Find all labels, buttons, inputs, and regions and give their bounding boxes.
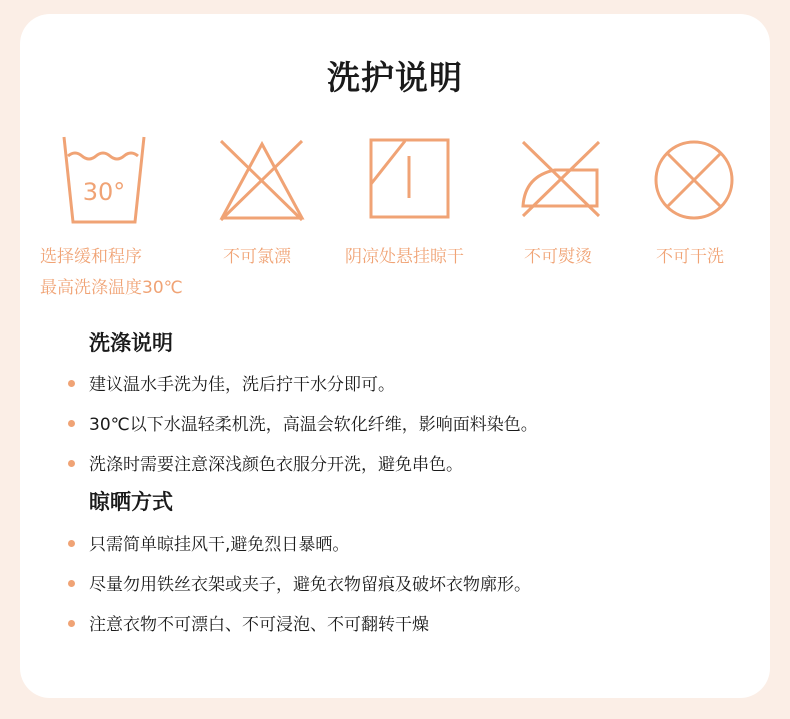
bullet-dot [68,540,75,547]
list-item-text: 注意衣物不可漂白、不可浸泡、不可翻转干燥 [89,615,429,635]
section-heading-washing: 洗涤说明 [89,330,173,355]
list-item-text: 尽量勿用铁丝衣架或夹子，避免衣物留痕及破坏衣物廓形。 [89,575,531,595]
list-item [68,570,531,595]
caption-no-dry-clean: 不可干洗 [656,247,724,267]
wash-temperature-label: 30° [82,178,126,206]
no-bleach-icon [218,138,306,222]
caption-no-iron: 不可熨烫 [524,247,592,267]
list-item [68,530,349,555]
caption-wash-line-2: 最高洗涤温度30℃ [40,278,183,298]
section-heading-drying: 晾晒方式 [89,489,173,514]
list-item-text: 30℃以下水温轻柔机洗，高温会软化纤维，影响面料染色。 [89,415,538,435]
list-item [68,610,429,635]
list-item-text: 只需简单晾挂风干,避免烈日暴晒。 [89,535,350,555]
caption-wash [40,243,183,303]
caption-wash-line-1: 选择缓和程序 [40,247,142,267]
bullet-dot [68,580,75,587]
list-item [68,370,395,395]
bullet-dot [68,380,75,387]
list-item [68,410,538,435]
wash-tub-30-icon [60,134,148,226]
line-dry-shade-icon [369,138,451,220]
list-item [68,450,463,475]
bullet-dot [68,420,75,427]
list-item-text: 洗涤时需要注意深浅颜色衣服分开洗，避免串色。 [89,455,463,475]
bullet-dot [68,460,75,467]
list-item-text: 建议温水手洗为佳，洗后拧干水分即可。 [89,375,395,395]
bullet-dot [68,620,75,627]
no-iron-icon [519,138,603,220]
page-title: 洗护说明 [327,58,463,97]
no-dry-clean-icon [652,138,736,222]
caption-line-dry: 阴凉处悬挂晾干 [345,247,464,267]
caption-no-bleach: 不可氯漂 [223,247,291,267]
